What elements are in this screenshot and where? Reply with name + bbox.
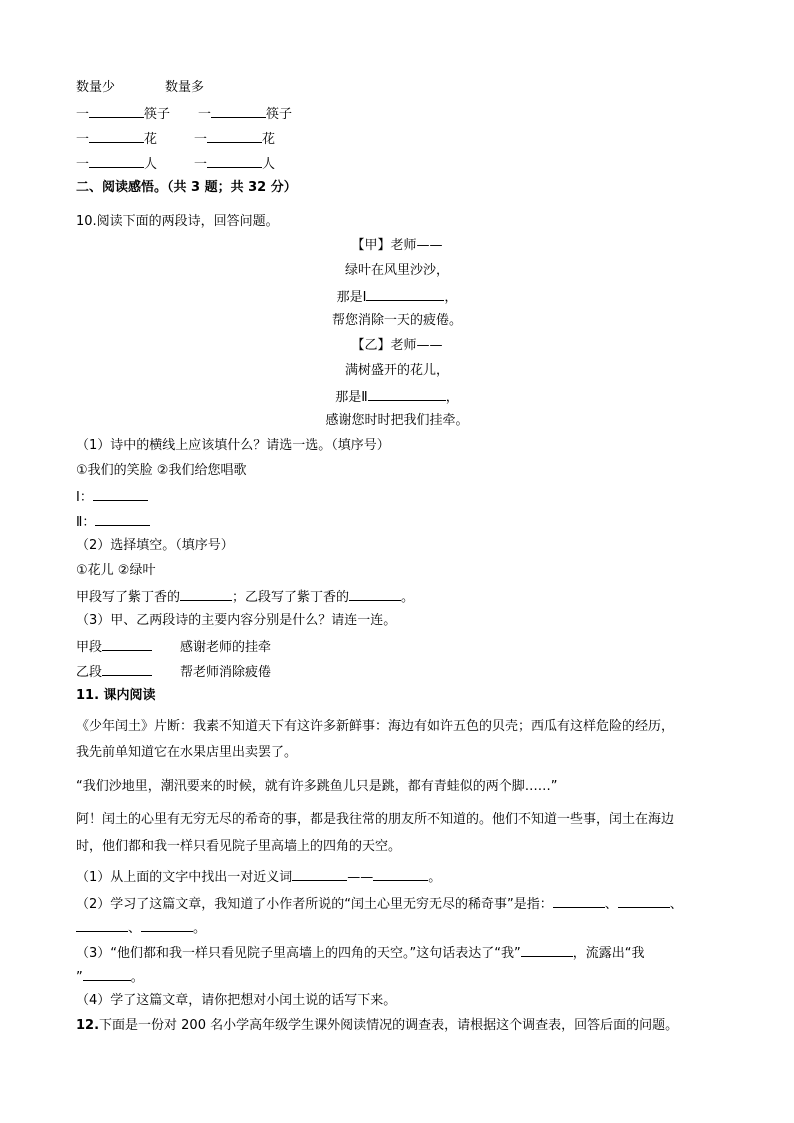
q10-options2: ①花儿 ②绿叶 (76, 563, 156, 578)
q11-sub3: （3）“他们都和我一样只看见院子里高墙上的四角的天空。”这句话表达了“我” ，流露出“我 (76, 942, 644, 964)
match-row: 乙段 帮老师消除疲倦 (76, 661, 271, 683)
q10-sub3: （3）甲、乙两段诗的主要内容分别是什么？请连一连。 (76, 613, 397, 628)
answer-blank[interactable] (292, 866, 347, 881)
q11-sub4: （4）学了这篇文章，请你把想对小闰土说的话写下来。 (76, 993, 397, 1008)
passage-line: “我们沙地里，潮汛要来的时候，就有许多跳鱼儿只是跳，都有青蛙似的两个脚……” (76, 779, 558, 794)
passage-line: 阿！闰土的心里有无穷无尽的希奇的事，都是我往常的朋友所不知道的。他们不知道一些事，闰土在海边 (76, 812, 675, 827)
answer-blank[interactable] (76, 917, 128, 932)
answer-blank[interactable] (102, 661, 152, 676)
poem-blank-ii[interactable] (368, 386, 446, 401)
answer-blank[interactable] (180, 586, 232, 601)
q11-sub3-cont: ” 。 (76, 966, 144, 988)
answer-blank[interactable] (211, 103, 266, 118)
quantity-row: 一 筷子 一 筷子 (76, 103, 292, 125)
q10-answer-ii: Ⅱ： (76, 511, 150, 533)
q11-sub1: （1）从上面的文字中找出一对近义词 —— 。 (76, 866, 441, 888)
q10-fill: 甲段写了紫丁香的 ；乙段写了紫丁香的 。 (76, 586, 414, 608)
poem-line: 那是Ⅱ ， (0, 386, 794, 408)
answer-blank[interactable] (83, 966, 131, 981)
poem-line: 满树盛开的花儿， (344, 363, 449, 378)
answer-blank[interactable] (207, 153, 262, 168)
answer-blank[interactable] (89, 153, 144, 168)
poem-line: 感谢您时时把我们挂牵。 (325, 413, 469, 428)
head-many: 数量多 (165, 80, 205, 95)
passage-line: 我先前单知道它在水果店里出卖罢了。 (76, 745, 298, 760)
q11-sub2: （2）学习了这篇文章，我知道了小作者所说的“闰土心里无穷无尽的稀奇事”是指： 、 、 (76, 893, 683, 915)
quantity-header (76, 78, 204, 98)
q11-sub2-cont: 、 。 (76, 917, 206, 939)
q10-sub1: （1）诗中的横线上应该填什么？请选一选。（填序号） (76, 438, 390, 453)
poem-blank-i[interactable] (366, 286, 444, 301)
question-12-stem: 12.下面是一份对 200 名小学高年级学生课外阅读情况的调查表，请根据这个调查表，回答后面的问题。 (76, 1018, 679, 1033)
answer-blank[interactable] (95, 511, 150, 526)
passage-line: 时，他们都和我一样只看见院子里高墙上的四角的天空。 (76, 839, 402, 854)
answer-blank[interactable] (93, 486, 148, 501)
poem-line: 【甲】老师—— (351, 238, 443, 253)
question-11-title: 11. 课内阅读 (76, 688, 156, 703)
answer-blank[interactable] (618, 893, 670, 908)
q10-sub2: （2）选择填空。（填序号） (76, 538, 234, 553)
quantity-row: 一 花 一 花 (76, 128, 275, 150)
match-row: 甲段 感谢老师的挂牵 (76, 636, 271, 658)
poem-line: 【乙】老师—— (351, 338, 443, 353)
answer-blank[interactable] (373, 866, 428, 881)
quantity-row: 一 人 一 人 (76, 153, 275, 175)
q10-options1: ①我们的笑脸 ②我们给您唱歌 (76, 463, 247, 478)
poem-line: 帮您消除一天的疲倦。 (331, 313, 462, 328)
answer-blank[interactable] (141, 917, 193, 932)
head-few: 数量少 (76, 80, 116, 95)
passage-line: 《少年闰土》片断：我素不知道天下有这许多新鲜事：海边有如许五色的贝壳；西瓜有这样危险的经历， (76, 719, 675, 734)
section-title: 二、阅读感悟。（共 3 题；共 32 分） (76, 180, 297, 195)
poem-line: 那是Ⅰ ， (0, 286, 794, 308)
question-10-stem: 10.阅读下面的两段诗，回答问题。 (76, 214, 279, 229)
answer-blank[interactable] (521, 942, 573, 957)
answer-blank[interactable] (207, 128, 262, 143)
answer-blank[interactable] (89, 103, 144, 118)
answer-blank[interactable] (349, 586, 401, 601)
answer-blank[interactable] (89, 128, 144, 143)
q10-answer-i: Ⅰ： (76, 486, 148, 508)
poem-line: 绿叶在风里沙沙， (344, 263, 449, 278)
answer-blank[interactable] (553, 893, 605, 908)
answer-blank[interactable] (102, 636, 152, 651)
